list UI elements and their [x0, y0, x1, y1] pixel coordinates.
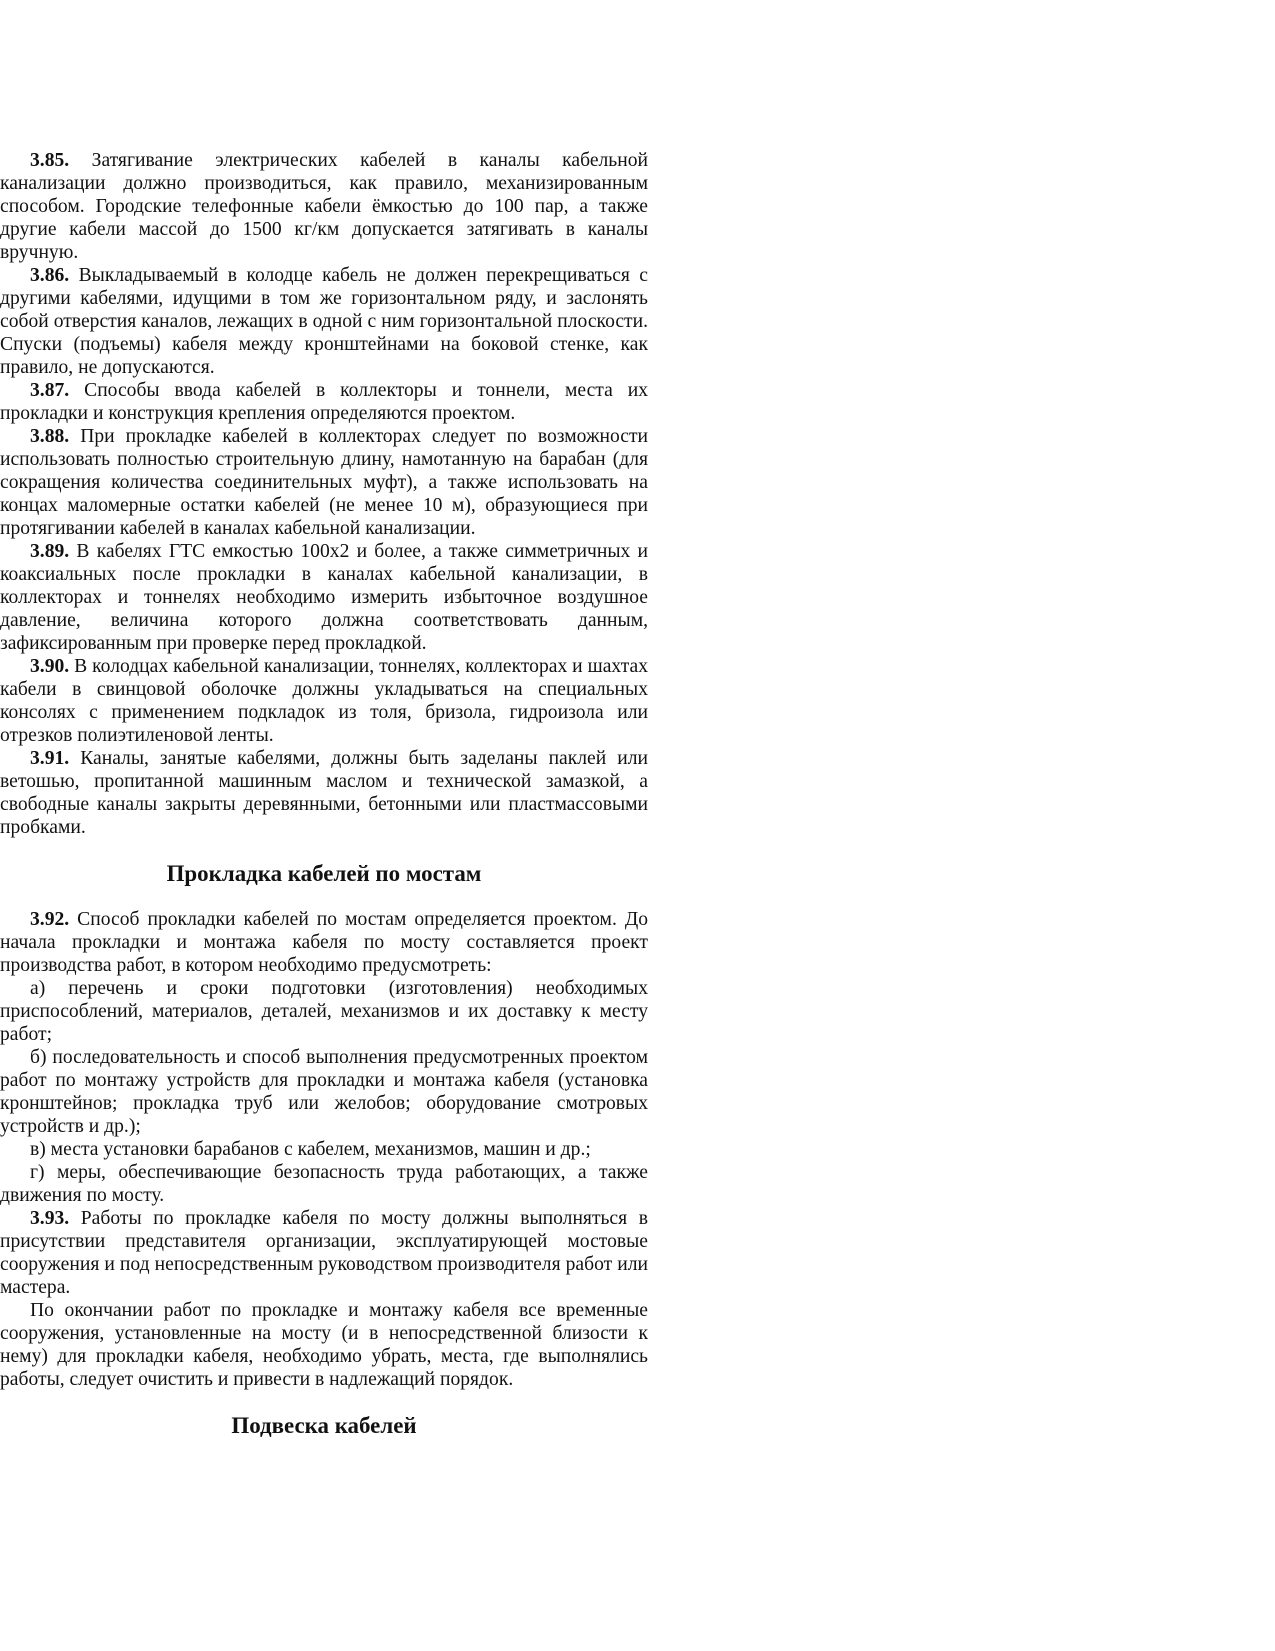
clause-number: 3.85.: [30, 150, 70, 171]
paragraph-completion: [0, 1299, 648, 1391]
clause-3-86: [0, 264, 648, 379]
clause-3-92: [0, 908, 648, 977]
clause-text: Затягивание электрических кабелей в каналы кабельной канализации должно производиться, как правило, механизированным способом. Городские телефонные кабели ёмкостью до 100 пар, а также другие кабели массой до 1500 кг/км допускается затягивать в каналы вручную.: [0, 150, 648, 263]
clause-3-85: [0, 149, 648, 264]
clause-number: 3.91.: [30, 748, 70, 769]
clause-text: В колодцах кабельной канализации, тоннелях, коллекторах и шахтах кабели в свинцовой оболочке должны укладываться на специальных консолях с применением подкладок из толя, бризола, гидроизола или отрезков полиэтиленовой ленты.: [0, 656, 648, 746]
clause-3-89: [0, 540, 648, 655]
clause-text: При прокладке кабелей в коллекторах следует по возможности использовать полностью строительную длину, намотанную на барабан (для сокращения количества соединительных муфт), а также использовать на концах маломерные остатки кабелей (не менее 10 м), образующиеся при протягивании кабелей в каналах кабельной канализации.: [0, 426, 648, 539]
clause-text: Каналы, занятые кабелями, должны быть заделаны паклей или ветошью, пропитанной машинным маслом и технической замазкой, а свободные каналы закрыты деревянными, бетонными или пластмассовыми пробками.: [0, 748, 648, 838]
list-item-b: [0, 1046, 648, 1138]
clause-number: 3.89.: [30, 541, 70, 562]
section-cable-ducts: [0, 149, 648, 839]
list-item-text: а) перечень и сроки подготовки (изготовления) необходимых приспособлений, материалов, деталей, механизмов и их доставку к месту работ;: [0, 978, 648, 1045]
clause-3-88: [0, 425, 648, 540]
list-item-v: [0, 1138, 648, 1161]
list-item-a: [0, 977, 648, 1046]
clause-number: 3.86.: [30, 265, 70, 286]
section-suspension: [0, 1391, 648, 1437]
clause-3-93: [0, 1207, 648, 1299]
clause-number: 3.88.: [30, 426, 70, 447]
list-item-g: [0, 1161, 648, 1207]
document-page: [0, 149, 648, 1437]
clause-text: Способы ввода кабелей в коллекторы и тоннели, места их прокладки и конструкция крепления определяются проектом.: [0, 380, 648, 424]
clause-number: 3.87.: [30, 380, 70, 401]
list-item-text: б) последовательность и способ выполнения предусмотренных проектом работ по монтажу устройств для прокладки и монтажа кабеля (установка кронштейнов; прокладка труб или желобов; оборудование смотровых устройств и др.);: [0, 1047, 648, 1137]
clause-text: Выкладываемый в колодце кабель не должен перекрещиваться с другими кабелями, идущими в том же горизонтальном ряду, и заслонять собой отверстия каналов, лежащих в одной с ним горизонтальной плоскости. Спуски (подъемы) кабеля между кронштейнами на боковой стенке, как правило, не допускаются.: [0, 265, 648, 378]
clause-number: 3.92.: [30, 909, 70, 930]
clause-3-91: [0, 747, 648, 839]
clause-number: 3.93.: [30, 1208, 70, 1229]
paragraph-text: По окончании работ по прокладке и монтажу кабеля все временные сооружения, установленные на мосту (и в непосредственной близости к нему) для прокладки кабеля, необходимо убрать, места, где выполнялись работы, следует очистить и привести в надлежащий порядок.: [0, 1300, 648, 1390]
section-heading: Подвеска кабелей: [231, 1413, 417, 1438]
list-item-text: г) меры, обеспечивающие безопасность труда работающих, а также движения по мосту.: [0, 1162, 648, 1206]
clause-number: 3.90.: [30, 656, 70, 677]
section-bridges: [0, 839, 648, 1391]
clause-text: В кабелях ГТС емкостью 100x2 и более, а также симметричных и коаксиальных после прокладки в каналах кабельной канализации, в коллекторах и тоннелях необходимо измерить избыточное воздушное давление, величина которого должна соответствовать данным, зафиксированным при проверке перед прокладкой.: [0, 541, 648, 654]
clause-3-87: [0, 379, 648, 425]
section-heading: Прокладка кабелей по мостам: [166, 861, 482, 886]
clause-text: Способ прокладки кабелей по мостам определяется проектом. До начала прокладки и монтажа кабеля по мосту составляется проект производства работ, в котором необходимо предусмотреть:: [0, 909, 648, 976]
clause-text: Работы по прокладке кабеля по мосту должны выполняться в присутствии представителя организации, эксплуатирующей мостовые сооружения и под непосредственным руководством производителя работ или мастера.: [0, 1208, 648, 1298]
clause-3-90: [0, 655, 648, 747]
list-item-text: в) места установки барабанов с кабелем, механизмов, машин и др.;: [30, 1139, 591, 1160]
